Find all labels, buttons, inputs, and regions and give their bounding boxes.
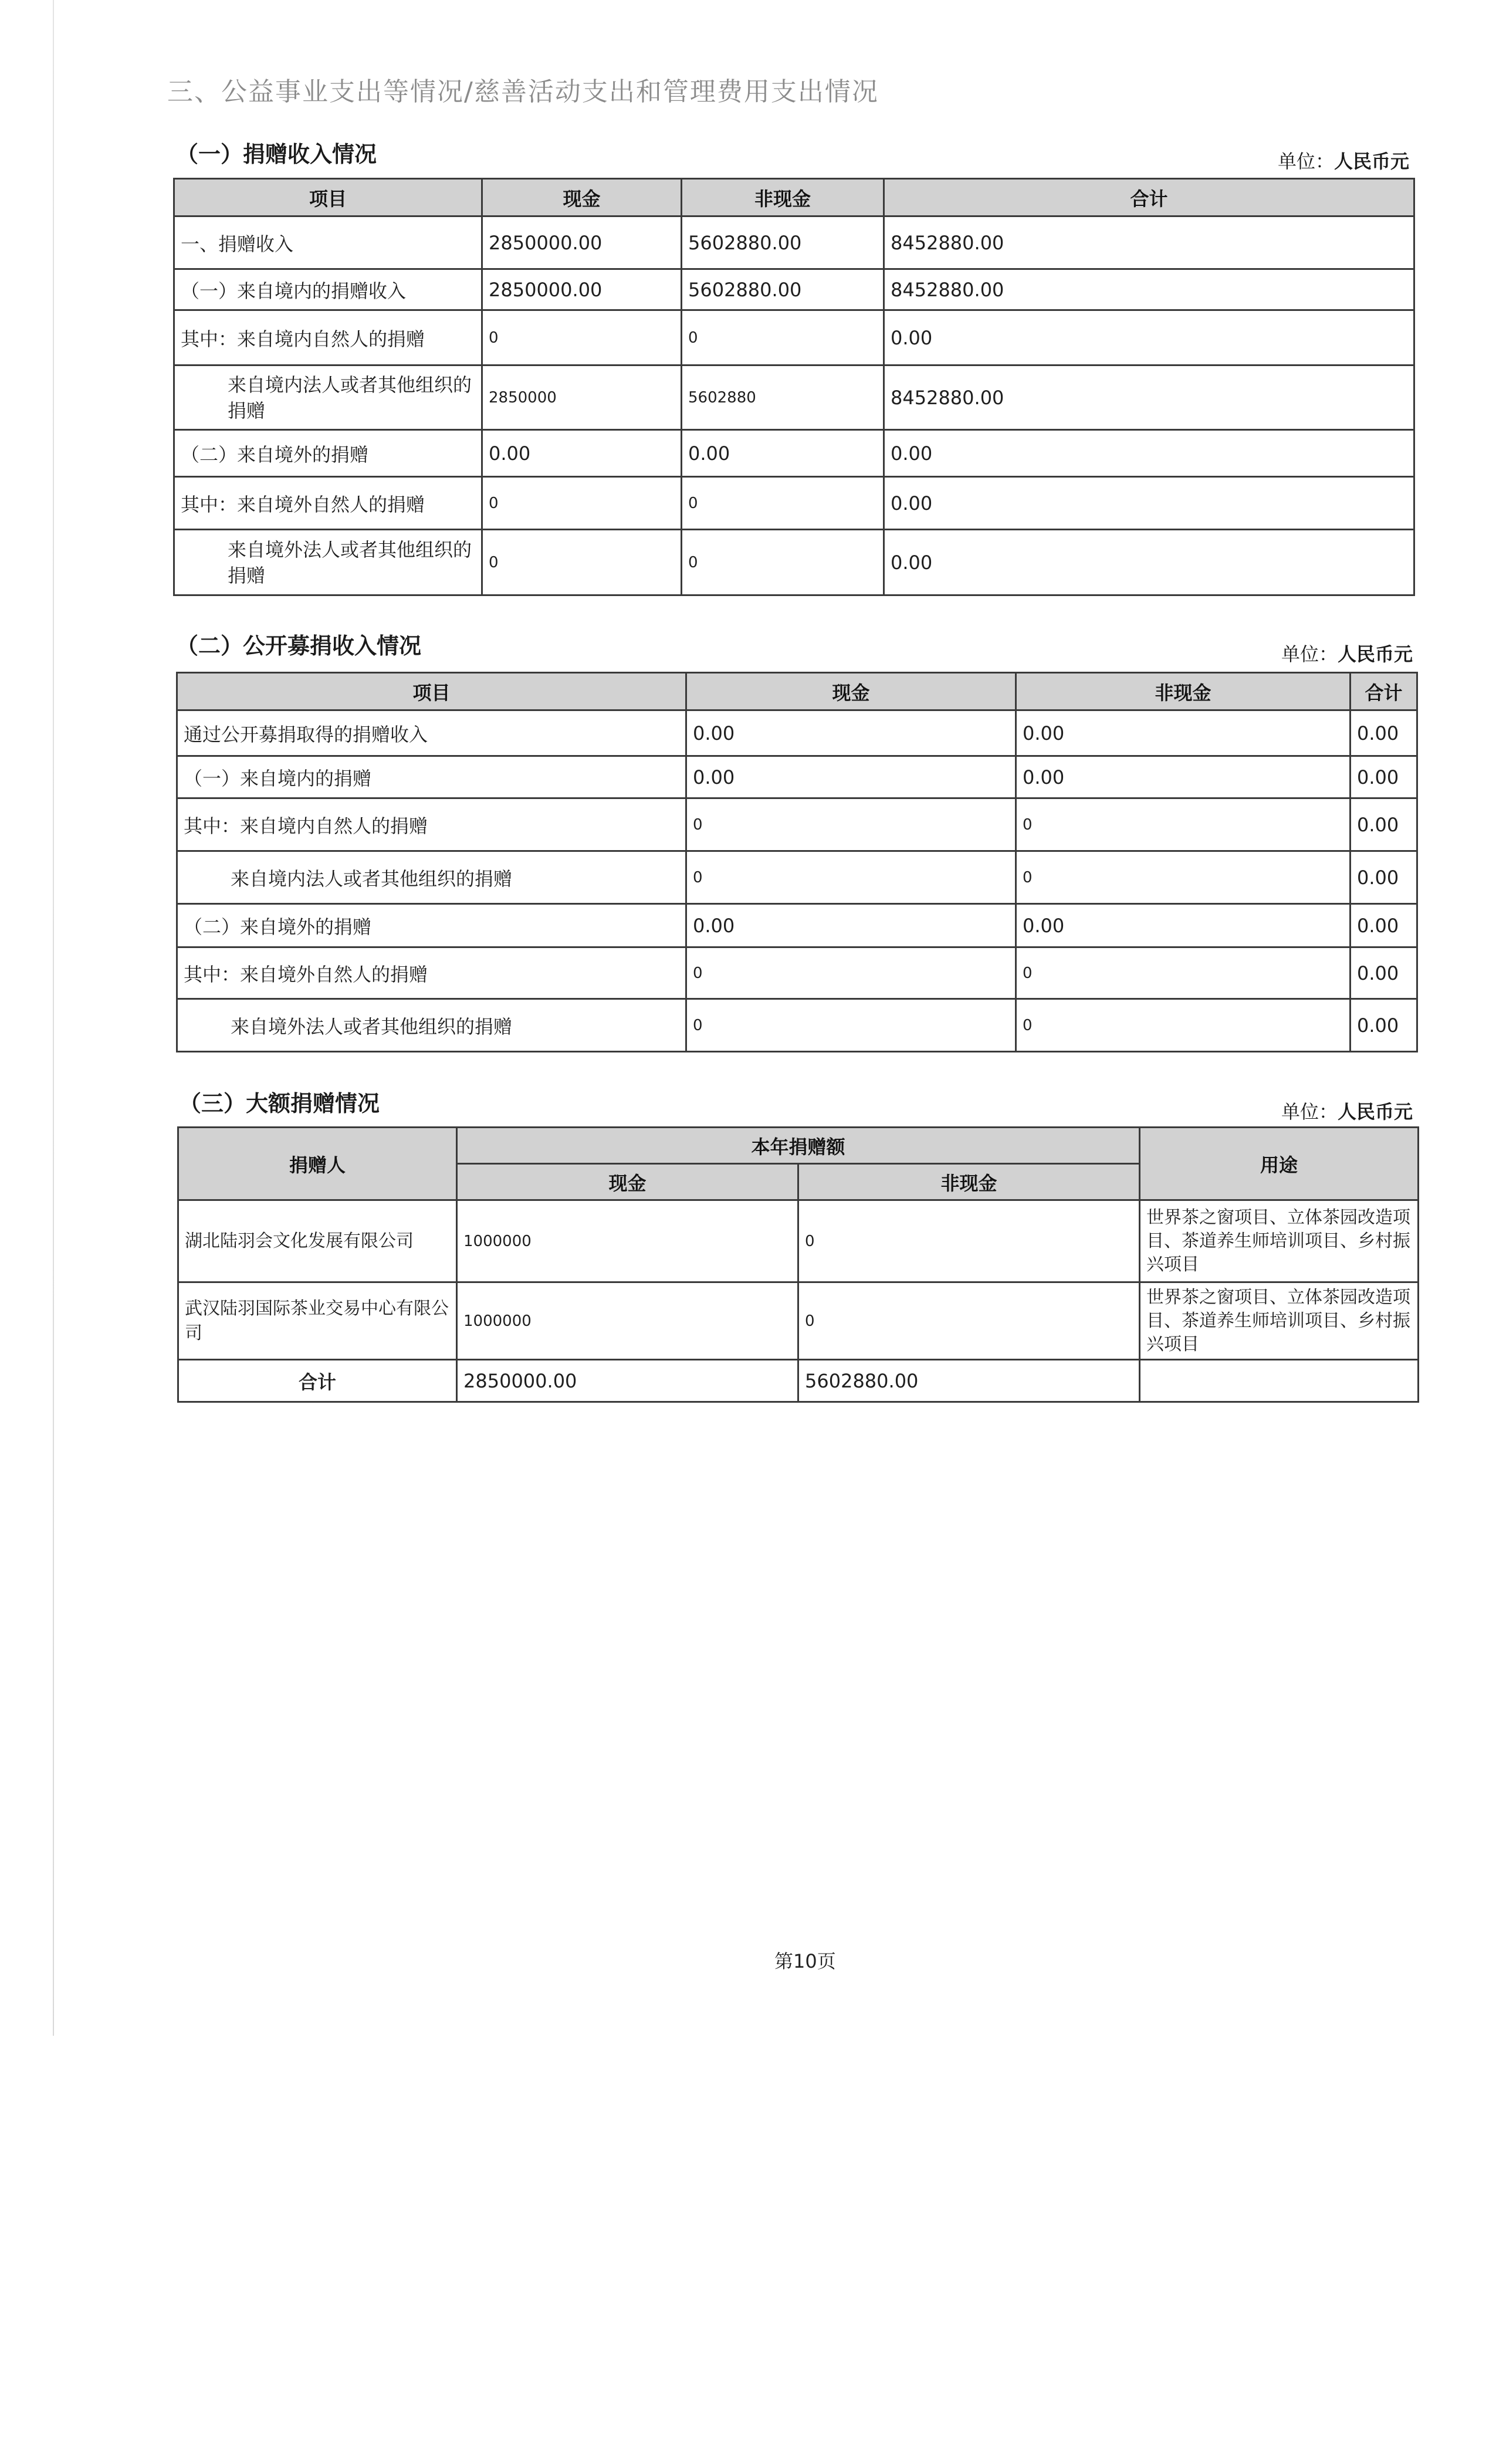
table-row xyxy=(174,530,1414,595)
cash-cell: 1000000 xyxy=(457,1282,798,1360)
unit-label: 单位： xyxy=(1281,643,1338,665)
total-cell: 0.00 xyxy=(1351,999,1417,1052)
noncash-cell: 5602880.00 xyxy=(682,216,884,269)
noncash-cell: 0 xyxy=(798,1282,1140,1360)
noncash-cell: 0.00 xyxy=(1016,710,1351,756)
col-header-noncash: 非现金 xyxy=(798,1164,1140,1200)
noncash-cell: 0.00 xyxy=(1016,756,1351,798)
col-header-noncash: 非现金 xyxy=(682,179,884,216)
col-header-item: 项目 xyxy=(174,179,482,216)
cash-cell: 2850000 xyxy=(482,365,682,430)
total-cell: 0.00 xyxy=(884,430,1414,477)
row-label: 来自境外法人或者其他组织的捐赠 xyxy=(174,530,482,595)
cash-cell: 0 xyxy=(482,310,682,365)
total-cell: 0.00 xyxy=(1351,904,1417,947)
table-row xyxy=(177,904,1417,947)
row-label: 来自境内法人或者其他组织的捐赠 xyxy=(177,851,686,904)
table-row xyxy=(177,756,1417,798)
row-label: 其中：来自境内自然人的捐赠 xyxy=(174,310,482,365)
total-cell: 8452880.00 xyxy=(884,216,1414,269)
section-1-title: （一）捐赠收入情况 xyxy=(176,141,377,167)
total-label: 合计 xyxy=(178,1360,457,1402)
total-cell: 0.00 xyxy=(1351,756,1417,798)
cash-cell: 0.00 xyxy=(686,904,1016,947)
col-header-cash: 现金 xyxy=(482,179,682,216)
large-donations-table xyxy=(177,1126,1419,1403)
cash-cell: 0 xyxy=(482,477,682,530)
cash-cell: 2850000.00 xyxy=(482,216,682,269)
section-2-unit xyxy=(1281,639,1413,666)
total-cell: 8452880.00 xyxy=(884,269,1414,310)
noncash-cell: 5602880.00 xyxy=(682,269,884,310)
table-total-row xyxy=(178,1360,1419,1402)
table-row xyxy=(174,365,1414,430)
col-header-total: 合计 xyxy=(1351,673,1417,710)
section-2-title: （二）公开募捐收入情况 xyxy=(176,633,422,659)
unit-value: 人民币元 xyxy=(1338,643,1413,665)
unit-label: 单位： xyxy=(1281,1101,1338,1123)
table-row xyxy=(177,851,1417,904)
use-cell: 世界茶之窗项目、立体茶园改造项目、茶道养生师培训项目、乡村振兴项目 xyxy=(1140,1282,1419,1360)
row-label: 通过公开募捐取得的捐赠收入 xyxy=(177,710,686,756)
donor-cell: 武汉陆羽国际茶业交易中心有限公司 xyxy=(178,1282,457,1360)
noncash-cell: 0 xyxy=(798,1200,1140,1282)
total-cell: 0.00 xyxy=(1351,851,1417,904)
noncash-cell: 0 xyxy=(682,310,884,365)
table-row xyxy=(177,798,1417,851)
cash-cell: 0 xyxy=(482,530,682,595)
page-number: 第10页 xyxy=(774,1950,836,1972)
cash-cell: 0.00 xyxy=(482,430,682,477)
row-label: （二）来自境外的捐赠 xyxy=(174,430,482,477)
row-label: 一、捐赠收入 xyxy=(174,216,482,269)
row-label: 其中：来自境内自然人的捐赠 xyxy=(177,798,686,851)
public-fundraising-table xyxy=(176,672,1418,1052)
row-label: （二）来自境外的捐赠 xyxy=(177,904,686,947)
table-header-row xyxy=(177,673,1417,710)
cash-cell: 0.00 xyxy=(686,756,1016,798)
col-header-use: 用途 xyxy=(1140,1128,1419,1200)
row-label: 其中：来自境外自然人的捐赠 xyxy=(174,477,482,530)
noncash-cell: 0.00 xyxy=(682,430,884,477)
section-3-title: （三）大额捐赠情况 xyxy=(179,1091,380,1116)
row-label: （一）来自境内的捐赠收入 xyxy=(174,269,482,310)
total-cell: 0.00 xyxy=(1351,798,1417,851)
table-row xyxy=(178,1282,1419,1360)
noncash-cell: 0 xyxy=(1016,999,1351,1052)
unit-value: 人民币元 xyxy=(1338,1101,1413,1123)
total-cell: 0.00 xyxy=(1351,947,1417,999)
total-noncash-cell: 5602880.00 xyxy=(798,1360,1140,1402)
row-label: （一）来自境内的捐赠 xyxy=(177,756,686,798)
total-cell: 0.00 xyxy=(884,310,1414,365)
table-row xyxy=(178,1200,1419,1282)
cash-cell: 0 xyxy=(686,999,1016,1052)
page-heading: 三、公益事业支出等情况/慈善活动支出和管理费用支出情况 xyxy=(167,77,879,107)
unit-label: 单位： xyxy=(1278,150,1335,172)
col-header-total: 合计 xyxy=(884,179,1414,216)
total-use-cell xyxy=(1140,1360,1419,1402)
table-row xyxy=(177,999,1417,1052)
donor-cell: 湖北陆羽会文化发展有限公司 xyxy=(178,1200,457,1282)
total-cell: 8452880.00 xyxy=(884,365,1414,430)
table-row xyxy=(177,947,1417,999)
noncash-cell: 0 xyxy=(1016,851,1351,904)
table-row xyxy=(177,710,1417,756)
noncash-cell: 5602880 xyxy=(682,365,884,430)
noncash-cell: 0 xyxy=(1016,947,1351,999)
table-row xyxy=(174,430,1414,477)
cash-cell: 2850000.00 xyxy=(482,269,682,310)
cash-cell: 0 xyxy=(686,798,1016,851)
scan-edge-line xyxy=(53,0,54,2036)
table-header-row xyxy=(178,1128,1419,1164)
noncash-cell: 0 xyxy=(1016,798,1351,851)
cash-cell: 0 xyxy=(686,947,1016,999)
noncash-cell: 0 xyxy=(682,530,884,595)
row-label: 其中：来自境外自然人的捐赠 xyxy=(177,947,686,999)
total-cell: 0.00 xyxy=(1351,710,1417,756)
table-row xyxy=(174,310,1414,365)
col-header-cash: 现金 xyxy=(686,673,1016,710)
total-cell: 0.00 xyxy=(884,530,1414,595)
cash-cell: 1000000 xyxy=(457,1200,798,1282)
cash-cell: 0 xyxy=(686,851,1016,904)
row-label: 来自境外法人或者其他组织的捐赠 xyxy=(177,999,686,1052)
total-cash-cell: 2850000.00 xyxy=(457,1360,798,1402)
unit-value: 人民币元 xyxy=(1334,150,1410,172)
section-3-unit xyxy=(1281,1097,1413,1124)
col-header-amount: 本年捐赠额 xyxy=(457,1128,1140,1164)
noncash-cell: 0 xyxy=(682,477,884,530)
table-row xyxy=(174,216,1414,269)
table-header-row xyxy=(174,179,1414,216)
col-header-donor: 捐赠人 xyxy=(178,1128,457,1200)
donation-income-table xyxy=(173,178,1415,596)
row-label: 来自境内法人或者其他组织的捐赠 xyxy=(174,365,482,430)
total-cell: 0.00 xyxy=(884,477,1414,530)
section-1-unit xyxy=(1278,147,1409,174)
col-header-cash: 现金 xyxy=(457,1164,798,1200)
noncash-cell: 0.00 xyxy=(1016,904,1351,947)
col-header-noncash: 非现金 xyxy=(1016,673,1351,710)
col-header-item: 项目 xyxy=(177,673,686,710)
table-row xyxy=(174,269,1414,310)
table-row xyxy=(174,477,1414,530)
cash-cell: 0.00 xyxy=(686,710,1016,756)
use-cell: 世界茶之窗项目、立体茶园改造项目、茶道养生师培训项目、乡村振兴项目 xyxy=(1140,1200,1419,1282)
